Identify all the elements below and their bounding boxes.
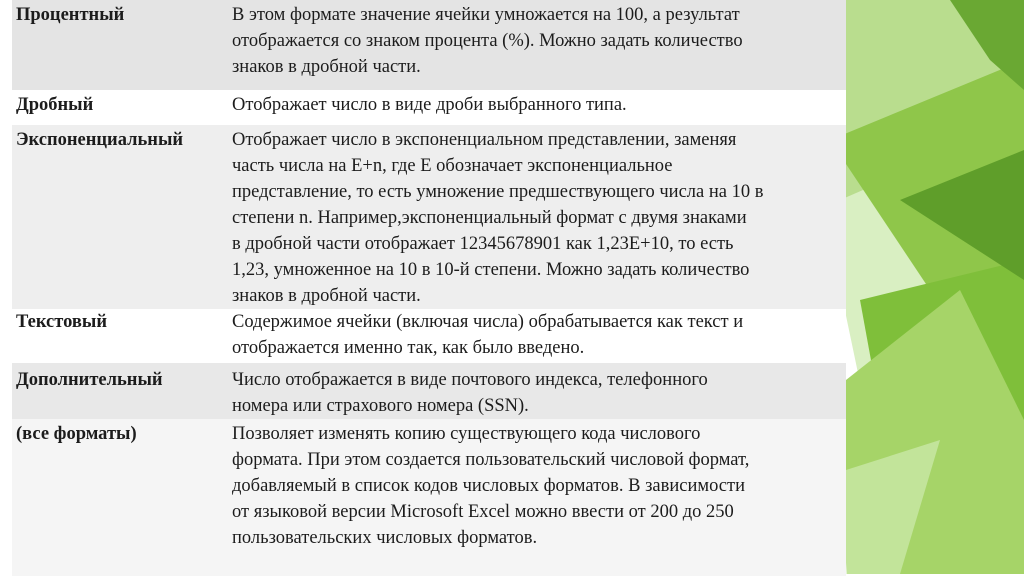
format-name: Экспоненциальный [12, 125, 228, 309]
format-description [228, 419, 846, 576]
description-line: номера или страхового номера (SSN). [232, 396, 529, 416]
format-description [228, 0, 846, 90]
description-line: Отображает число в виде дроби выбранного типа. [232, 95, 627, 115]
format-description [228, 125, 846, 309]
description-line: 1,23, умноженное на 10 в 10-й степени. Можно задать количество [232, 260, 750, 280]
description-line: представление, то есть умножение предшествующего числа на 10 в [232, 182, 764, 202]
description-line: Отображает число в экспоненциальном представлении, заменяя [232, 130, 737, 150]
description-line: в дробной части отображает 12345678901 как 1,23E+10, то есть [232, 234, 734, 254]
format-description [228, 363, 846, 419]
description-line: Число отображается в виде почтового индекса, телефонного [232, 370, 708, 390]
table-row [12, 125, 846, 309]
format-name: (все форматы) [12, 419, 228, 576]
table-row [12, 90, 846, 125]
table-row [12, 0, 846, 90]
description-line: знаков в дробной части. [232, 286, 421, 306]
description-line: от языковой версии Microsoft Excel можно ввести от 200 до 250 [232, 502, 734, 522]
table-row [12, 363, 846, 419]
table-row [12, 419, 846, 576]
description-line: добавляемый в список кодов числовых форматов. В зависимости [232, 476, 746, 496]
format-description [228, 90, 846, 125]
description-line: отображается именно так, как было введено. [232, 338, 585, 358]
description-line: знаков в дробной части. [232, 57, 421, 77]
formats-table [12, 0, 846, 576]
format-name: Дробный [12, 90, 228, 125]
description-line: В этом формате значение ячейки умножается на 100, а результат [232, 5, 740, 25]
description-line: формата. При этом создается пользовательский числовой формат, [232, 450, 750, 470]
table-row [12, 309, 846, 363]
description-line: Позволяет изменять копию существующего кода числового [232, 424, 701, 444]
format-name: Дополнительный [12, 363, 228, 419]
format-description [228, 309, 846, 363]
description-line: Содержимое ячейки (включая числа) обрабатывается как текст и [232, 312, 744, 332]
description-line: степени n. Например,экспоненциальный формат с двумя знаками [232, 208, 747, 228]
format-name: Текстовый [12, 309, 228, 363]
description-line: отображается со знаком процента (%). Можно задать количество [232, 31, 743, 51]
description-line: часть числа на E+n, где E обозначает экспоненциальное [232, 156, 673, 176]
description-line: пользовательских числовых форматов. [232, 528, 538, 548]
format-name: Процентный [12, 0, 228, 90]
